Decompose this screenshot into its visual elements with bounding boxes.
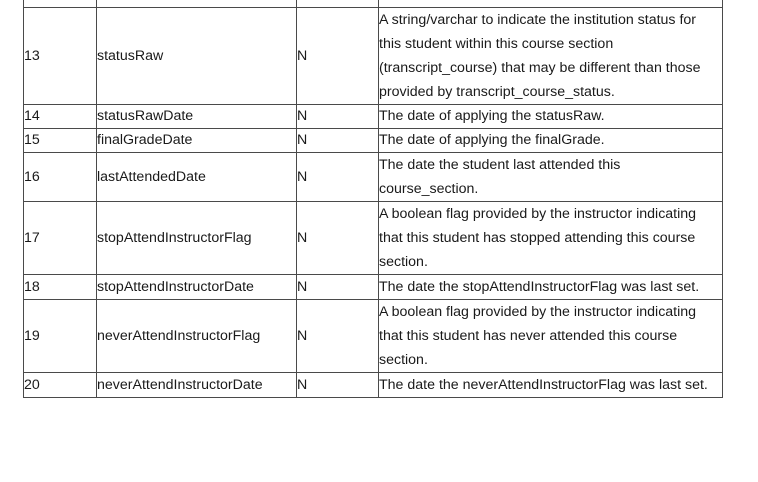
row-number: 17 [24,202,97,275]
row-number: 16 [24,153,97,202]
field-description: The date the neverAttendInstructorFlag was last set. [379,373,723,398]
cell-stub [24,0,97,8]
table-row-previous-stub [24,0,723,8]
field-description: A string/varchar to indicate the institution status for this student within this course section (transcript_course) that may be different than those provided by transcript_course_status. [379,8,723,105]
field-description: The date the stopAttendInstructorFlag was last set. [379,275,723,300]
table-row [24,275,723,300]
required-flag: N [297,8,379,105]
table-row [24,153,723,202]
required-flag: N [297,202,379,275]
table-row [24,202,723,275]
field-name: statusRaw [97,8,297,105]
field-description: The date of applying the statusRaw. [379,105,723,129]
field-name: statusRawDate [97,105,297,129]
cell-stub [379,0,723,8]
field-spec-table [23,0,723,398]
field-description: The date of applying the finalGrade. [379,129,723,153]
table-row [24,8,723,105]
row-number: 20 [24,373,97,398]
row-number: 13 [24,8,97,105]
required-flag: N [297,275,379,300]
field-name: neverAttendInstructorFlag [97,300,297,373]
field-description: The date the student last attended this course_section. [379,153,723,202]
table-row [24,373,723,398]
field-name: stopAttendInstructorFlag [97,202,297,275]
row-number: 15 [24,129,97,153]
field-description: A boolean flag provided by the instructor indicating that this student has never attended this course section. [379,300,723,373]
row-number: 18 [24,275,97,300]
field-name: neverAttendInstructorDate [97,373,297,398]
field-description: A boolean flag provided by the instructor indicating that this student has stopped attending this course section. [379,202,723,275]
cell-stub [297,0,379,8]
table-row [24,129,723,153]
required-flag: N [297,300,379,373]
table-row [24,105,723,129]
required-flag: N [297,373,379,398]
required-flag: N [297,105,379,129]
row-number: 19 [24,300,97,373]
required-flag: N [297,153,379,202]
field-name: lastAttendedDate [97,153,297,202]
table-row [24,300,723,373]
field-name: finalGradeDate [97,129,297,153]
cell-stub [97,0,297,8]
field-name: stopAttendInstructorDate [97,275,297,300]
required-flag: N [297,129,379,153]
row-number: 14 [24,105,97,129]
